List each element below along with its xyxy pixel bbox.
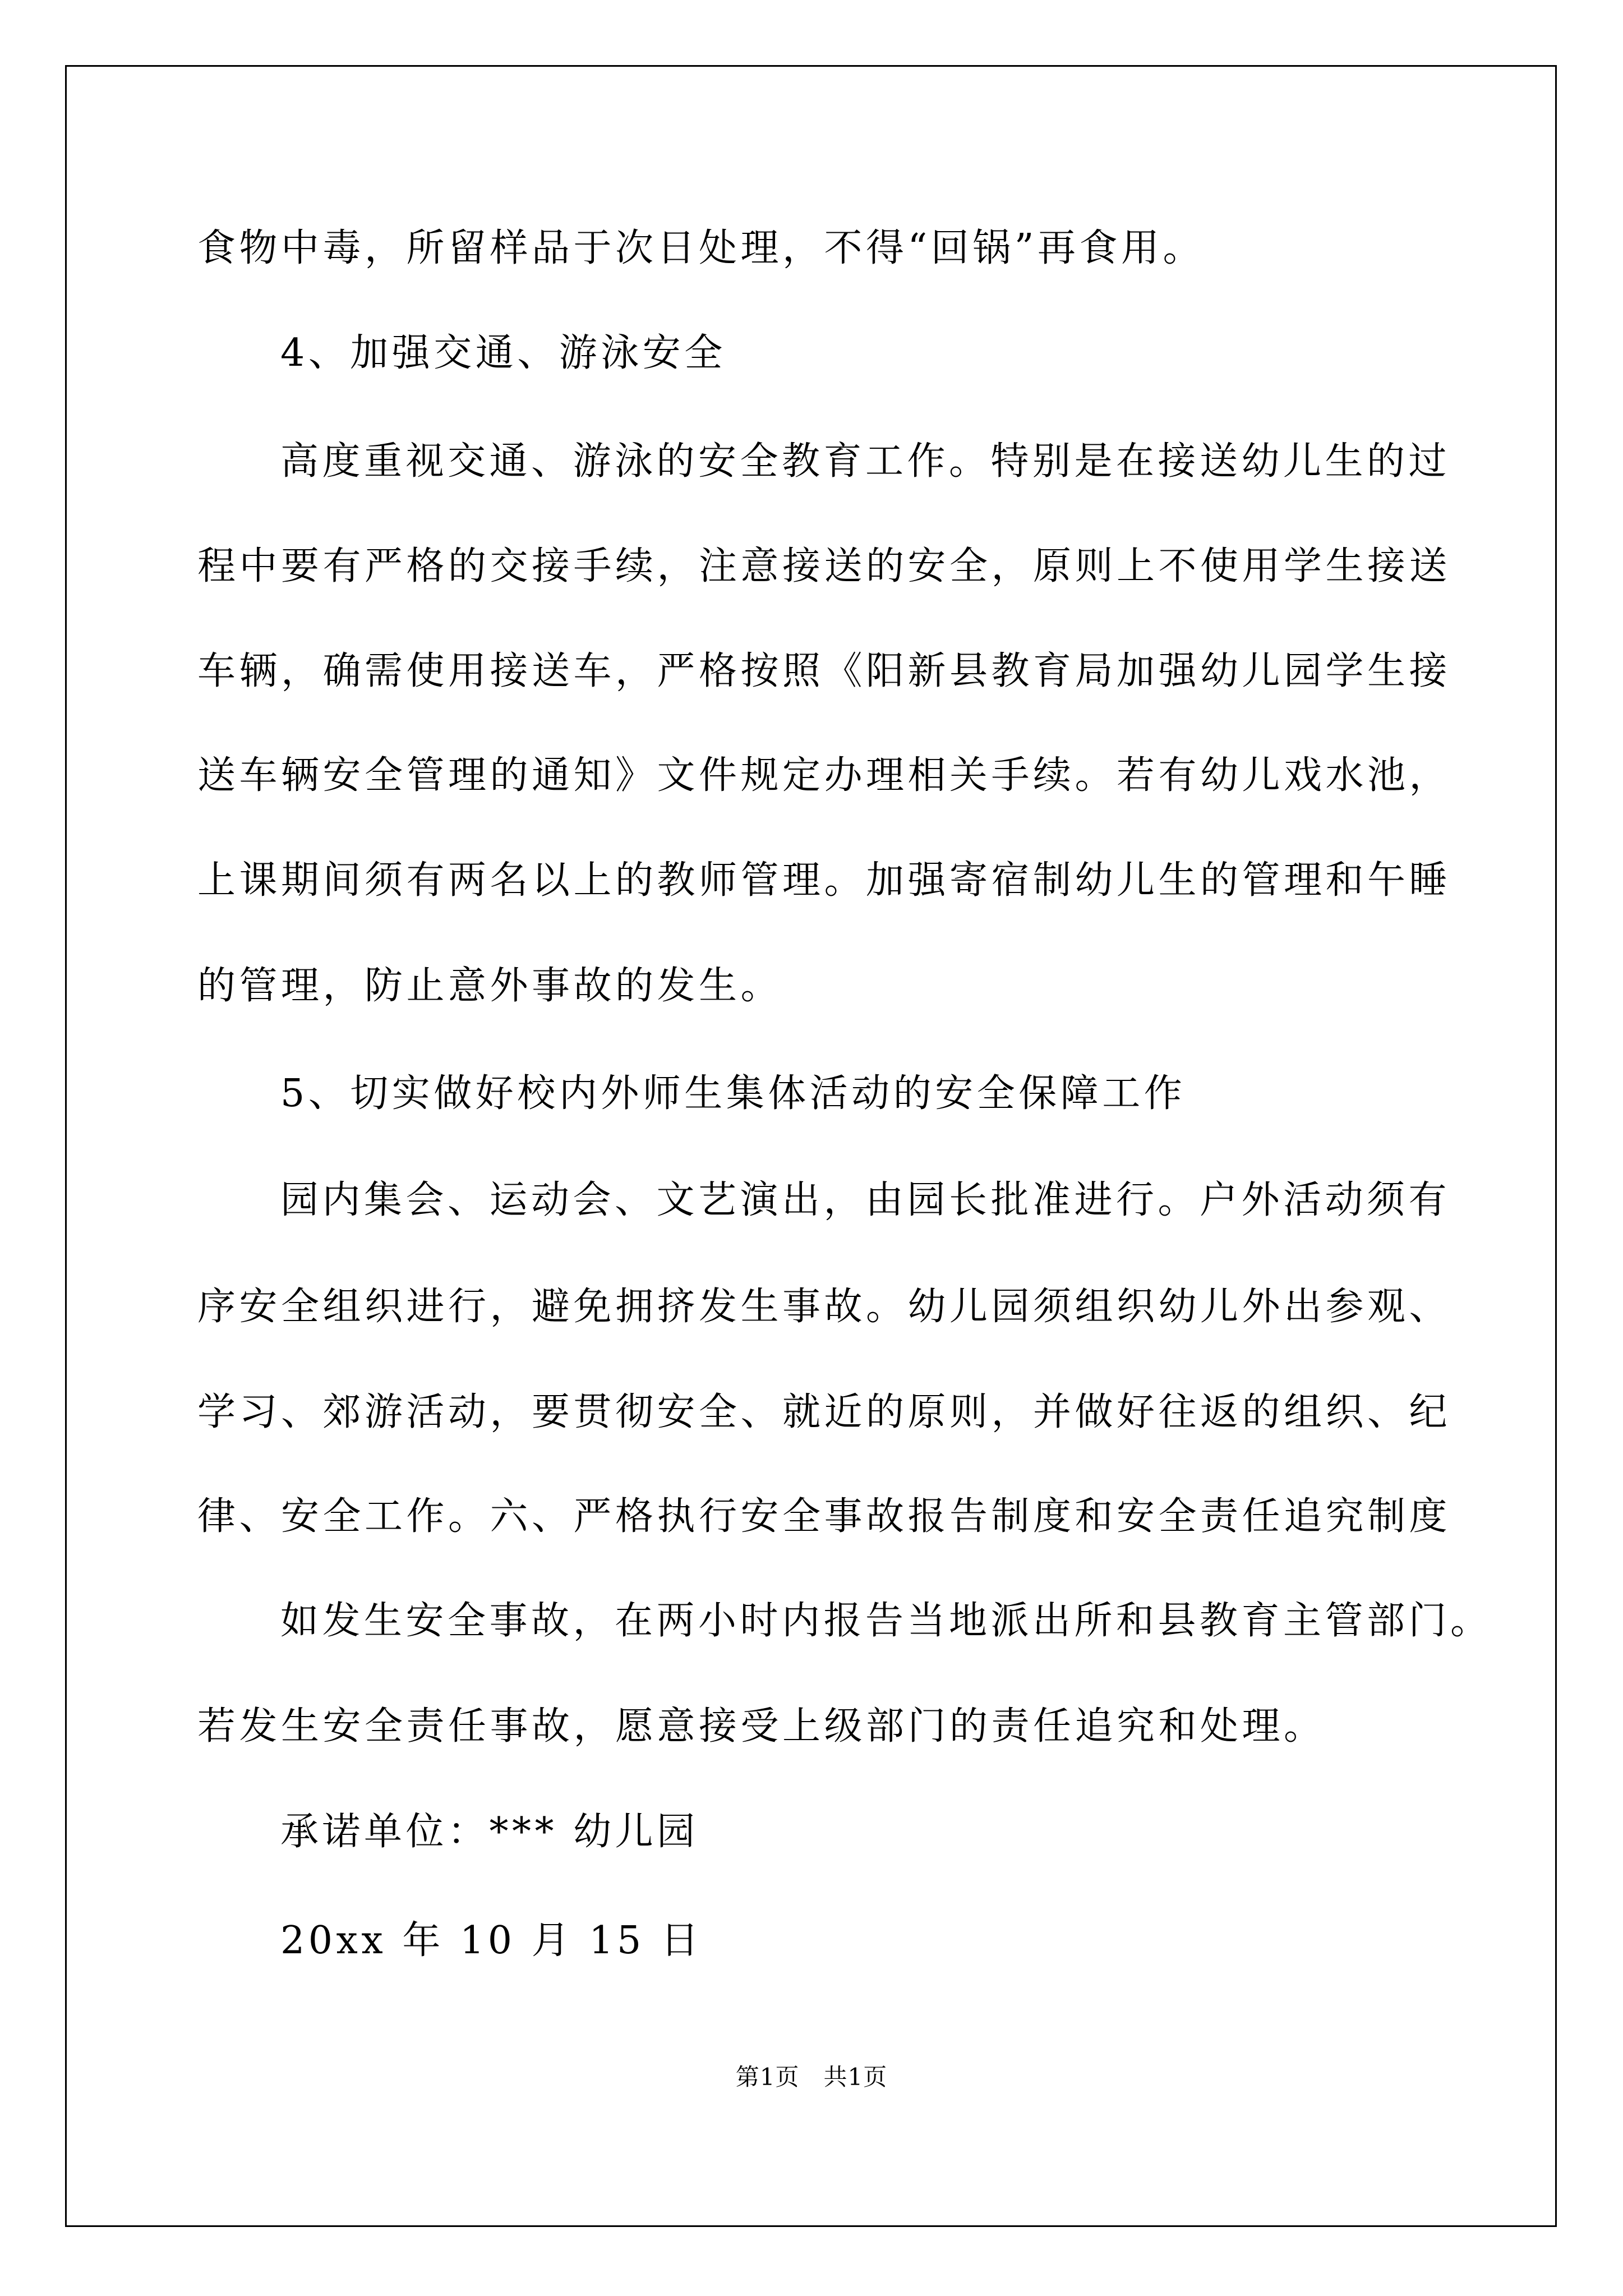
page-border: [65, 65, 1557, 2227]
body-line-13: 若发生安全责任事故，愿意接受上级部门的责任追究和处理。: [197, 1704, 1326, 1749]
section-heading-4: 4、加强交通、游泳安全: [280, 331, 726, 375]
body-line-9: 序安全组织进行，避免拥挤发生事故。幼儿园须组织幼儿外出参观、: [197, 1285, 1451, 1329]
body-line-10: 学习、郊游活动，要贯彻安全、就近的原则，并做好往返的组织、纪: [197, 1390, 1451, 1434]
body-line-11: 律、安全工作。六、严格执行安全事故报告制度和安全责任追究制度: [197, 1494, 1451, 1539]
body-line-2: 高度重视交通、游泳的安全教育工作。特别是在接送幼儿生的过: [280, 439, 1451, 484]
page-footer: 第1页 共1页: [735, 2063, 888, 2091]
body-line-3: 程中要有严格的交接手续，注意接送的安全，原则上不使用学生接送: [197, 544, 1451, 588]
section-heading-5: 5、切实做好校内外师生集体活动的安全保障工作: [280, 1071, 1186, 1116]
signatory-unit: 承诺单位：*** 幼儿园: [280, 1810, 699, 1854]
body-line-6: 上课期间须有两名以上的教师管理。加强寄宿制幼儿生的管理和午睡: [197, 858, 1451, 903]
body-line-8: 园内集会、运动会、文艺演出，由园长批准进行。户外活动须有: [280, 1178, 1451, 1222]
signature-date: 20xx 年 10 月 15 日: [280, 1918, 703, 1963]
body-line-7: 的管理，防止意外事故的发生。: [197, 964, 783, 1008]
body-line-5: 送车辆安全管理的通知》文件规定办理相关手续。若有幼儿戏水池，: [197, 753, 1451, 798]
body-line-12: 如发生安全事故，在两小时内报告当地派出所和县教育主管部门。: [280, 1599, 1492, 1643]
body-line-4: 车辆，确需使用接送车，严格按照《阳新县教育局加强幼儿园学生接: [197, 649, 1451, 693]
body-line-1: 食物中毒，所留样品于次日处理，不得“回锅”再食用。: [197, 226, 1205, 270]
